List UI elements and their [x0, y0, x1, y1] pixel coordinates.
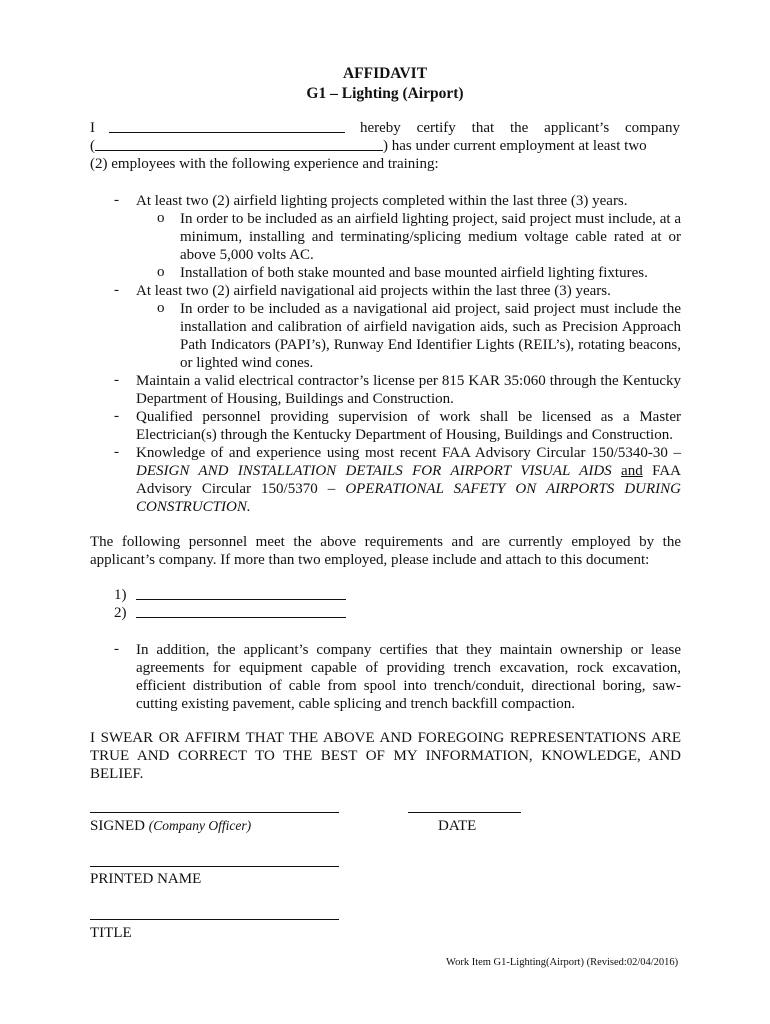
personnel-1-field[interactable] [136, 587, 346, 600]
date-line[interactable] [408, 812, 521, 813]
signed-label: SIGNED (Company Officer) [90, 818, 252, 834]
dash-bullet: - [114, 372, 119, 388]
dash-bullet: - [114, 192, 119, 208]
requirement-item-5: Knowledge of and experience using most recent FAA Advisory Circular 150/5340-30 – DESIGN AND INSTALLATION DETAILS FOR AIRPORT VISUAL AIDS and FAA Advisory Circular 150/5370 – OPERATIONAL SAFETY ON AIRPORTS DURING CONSTRUCTION. [136, 445, 682, 515]
circle-bullet: o [157, 264, 165, 280]
requirement-item-1-sub-2: Installation of both stake mounted and base mounted airfield lighting fixtures. [180, 265, 648, 281]
circular-title-2: OPERATIONAL SAFETY ON AIRPORTS DURING CONSTRUCTION. [136, 481, 682, 515]
circle-bullet: o [157, 300, 165, 316]
intro-line-1-text: hereby certify that the applicant’s company [360, 120, 680, 136]
personnel-number-2: 2) [114, 605, 127, 621]
intro-line-3: (2) employees with the following experience and training: [90, 156, 439, 172]
printed-name-label: PRINTED NAME [90, 871, 202, 887]
document-subtitle: G1 – Lighting (Airport) [306, 85, 464, 102]
date-label: DATE [438, 818, 477, 834]
dash-bullet: - [114, 444, 119, 460]
requirement-item-2-sub-1: In order to be included as a navigational aid project, said project must include the installation and calibration of airfield navigation aids, such as Precision Approach Path Indicators (PAPI’s), Runway End Identifier Lights (REIL’s), rotating beacons, or lighted wind cones. [180, 301, 681, 371]
personnel-paragraph: The following personnel meet the above requirements and are currently employed by the applicant’s company. If more than two employed, please include and attach to this document: [90, 534, 681, 568]
footer-revision: Work Item G1-Lighting(Airport) (Revised:02/04/2016) [446, 957, 679, 968]
intro-line-2-text: ) has under current employment at least two [383, 138, 647, 154]
personnel-2-field[interactable] [136, 605, 346, 618]
signature-line[interactable] [90, 812, 339, 813]
circular-title-1: DESIGN AND INSTALLATION DETAILS FOR AIRPORT VISUAL AIDS [136, 463, 612, 479]
intro-line-1 [90, 120, 680, 138]
title-line[interactable] [90, 919, 339, 920]
personnel-number-1: 1) [114, 587, 127, 603]
document-title: AFFIDAVIT [342, 65, 428, 82]
requirement-item-1-sub-1: In order to be included as an airfield lighting project, said project must include, at a minimum, installing and terminating/splicing medium voltage cable rated at or above 5,000 volts AC. [180, 211, 681, 263]
company-name-field[interactable] [95, 138, 383, 151]
intro-line-2: ( ) has under current employment at least two [90, 138, 647, 154]
oath-statement: I SWEAR OR AFFIRM THAT THE ABOVE AND FOREGOING REPRESENTATIONS ARE TRUE AND CORRECT TO THE BEST OF MY INFORMATION, KNOWLEDGE, AND BELIEF. [90, 730, 681, 782]
requirement-item-1: At least two (2) airfield lighting projects completed within the last three (3) years. [136, 193, 628, 209]
title-label: TITLE [90, 925, 132, 941]
dash-bullet: - [114, 408, 119, 424]
requirement-item-2: At least two (2) airfield navigational aid projects within the last three (3) years. [136, 283, 611, 299]
requirement-item-4: Qualified personnel providing supervision of work shall be licensed as a Master Electrician(s) through the Kentucky Department of Housing, Buildings and Construction. [136, 409, 681, 443]
dash-bullet: - [114, 282, 119, 298]
printed-name-line[interactable] [90, 866, 339, 867]
circle-bullet: o [157, 210, 165, 226]
dash-bullet: - [114, 641, 119, 657]
equipment-paragraph: In addition, the applicant’s company certifies that they maintain ownership or lease agreements for equipment capable of providing trench excavation, rock excavation, efficient distribution of cable from spool into trench/conduit, directional boring, saw-cutting existing pavement, cable splicing and trench backfill compaction. [136, 642, 681, 712]
requirement-item-3: Maintain a valid electrical contractor’s license per 815 KAR 35:060 through the Kentucky Department of Housing, Buildings and Construction. [136, 373, 681, 407]
certifier-name-field[interactable] [109, 120, 345, 133]
intro-pronoun: I [90, 120, 95, 136]
